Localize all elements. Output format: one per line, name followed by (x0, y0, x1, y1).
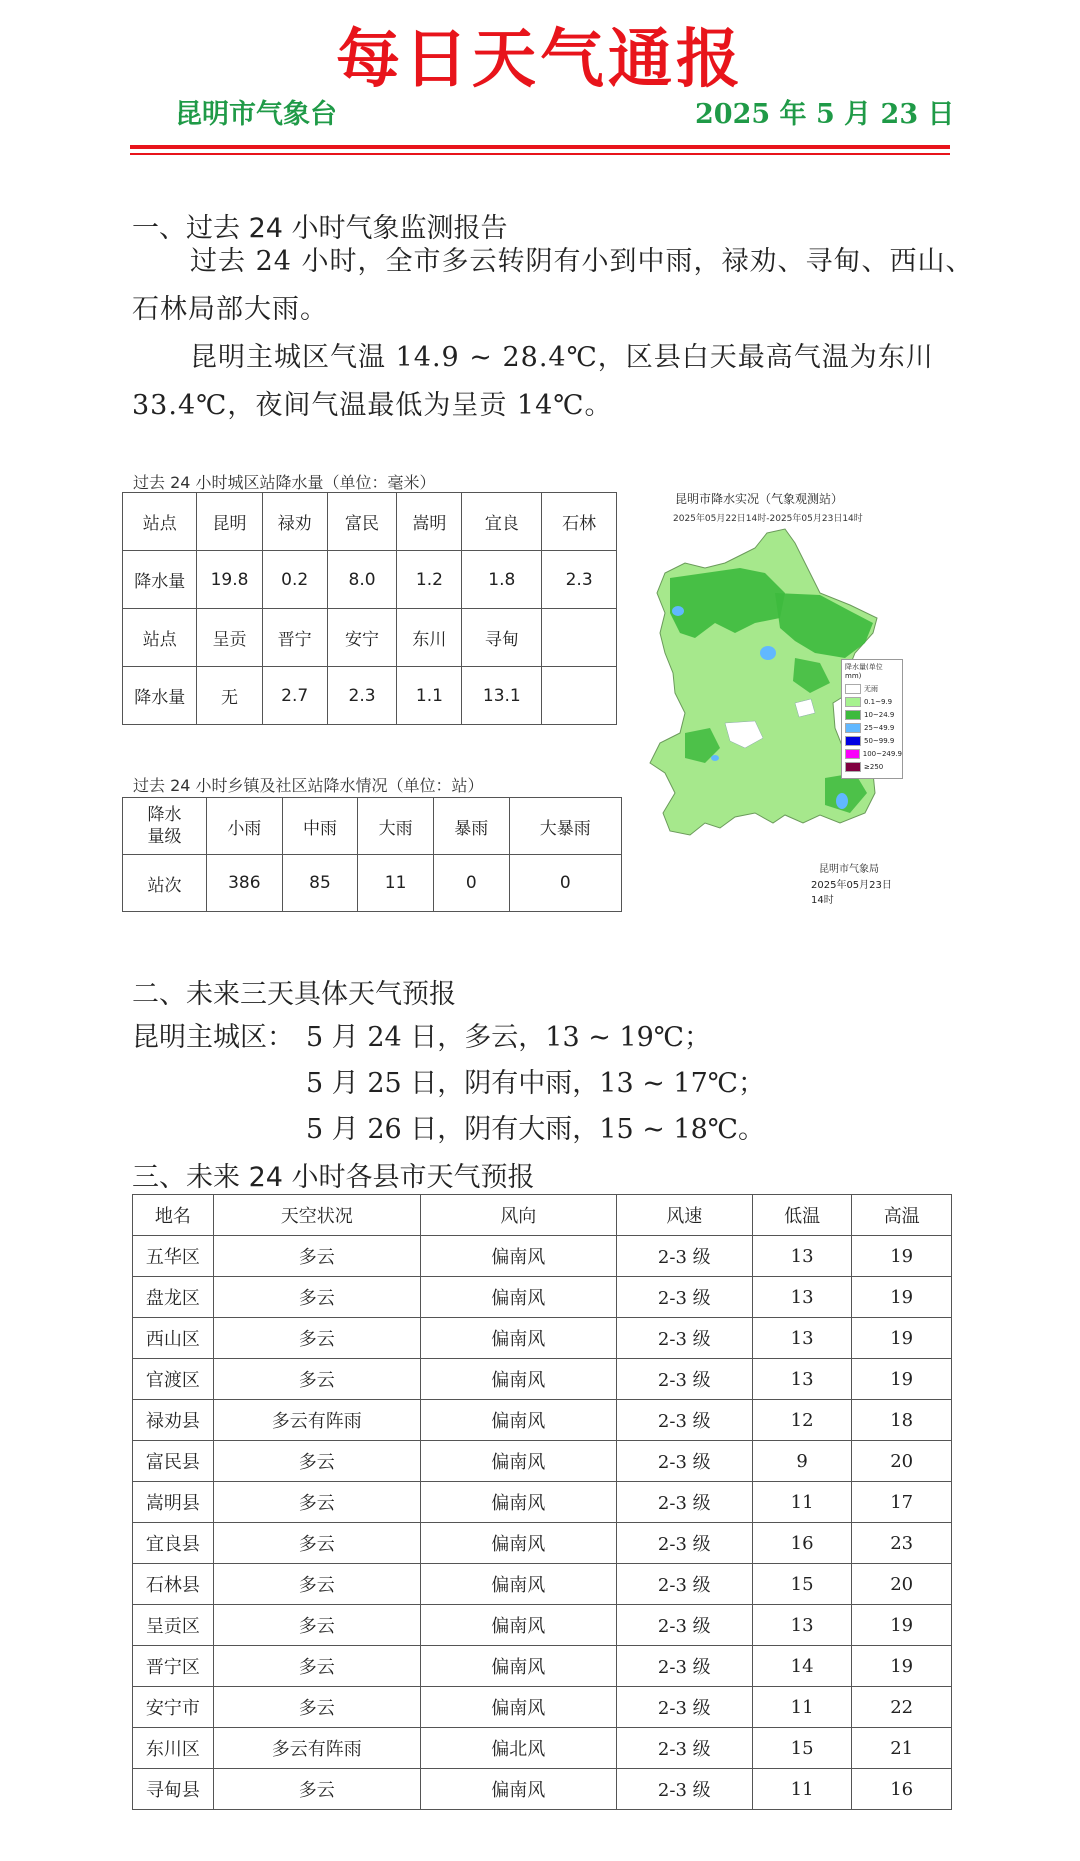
rain-cell: 无 (197, 667, 262, 725)
legend-item (842, 721, 902, 734)
sky-condition: 多云有阵雨 (213, 1728, 420, 1769)
town-row-value: 11 (358, 855, 434, 912)
legend-label: 100~249.9 (862, 749, 902, 758)
table-row (133, 1646, 952, 1687)
county-name: 东川区 (133, 1728, 214, 1769)
town-row-value: 386 (207, 855, 283, 912)
wind-direction: 偏北风 (420, 1728, 616, 1769)
rain-cell: 8.0 (327, 551, 397, 609)
sky-condition: 多云 (213, 1441, 420, 1482)
sky-condition: 多云 (213, 1482, 420, 1523)
high-temp: 16 (852, 1769, 952, 1810)
forecast-header-cell: 高温 (852, 1195, 952, 1236)
table-row (133, 1728, 952, 1769)
rain-cell: 0.2 (262, 551, 327, 609)
sky-condition: 多云 (213, 1523, 420, 1564)
town-header-cell: 大暴雨 (509, 798, 621, 855)
map-footer-org: 昆明市气象局 (819, 864, 879, 875)
forecast-line: 5 月 24 日，多云，13 ~ 19℃； (306, 1022, 711, 1053)
rain-row-label: 降水量 (123, 667, 197, 725)
town-header-cell: 暴雨 (433, 798, 509, 855)
county-name: 五华区 (133, 1236, 214, 1277)
town-table (122, 797, 622, 912)
wind-speed: 2-3 级 (616, 1482, 752, 1523)
low-temp: 13 (752, 1359, 852, 1400)
forecast-header-cell: 低温 (752, 1195, 852, 1236)
table-row (133, 1523, 952, 1564)
county-name: 呈贡区 (133, 1605, 214, 1646)
rain-cell: 宜良 (462, 493, 542, 551)
issuing-office: 昆明市气象台 (175, 99, 337, 130)
wind-direction: 偏南风 (420, 1523, 616, 1564)
town-row-value: 0 (509, 855, 621, 912)
county-name: 石林县 (133, 1564, 214, 1605)
sky-condition: 多云 (213, 1359, 420, 1400)
county-name: 寻甸县 (133, 1769, 214, 1810)
table-row (133, 1277, 952, 1318)
county-name: 富民县 (133, 1441, 214, 1482)
forecast-prefix: 昆明主城区： (132, 1022, 294, 1053)
legend-label: ≥250 (864, 762, 884, 771)
county-name: 安宁市 (133, 1687, 214, 1728)
sky-condition: 多云有阵雨 (213, 1400, 420, 1441)
town-header-cell: 中雨 (282, 798, 358, 855)
low-temp: 14 (752, 1646, 852, 1687)
legend-swatch (845, 736, 861, 746)
table-row (133, 1605, 952, 1646)
rain-cell: 13.1 (462, 667, 542, 725)
sky-condition: 多云 (213, 1646, 420, 1687)
county-name: 官渡区 (133, 1359, 214, 1400)
table-row (133, 1482, 952, 1523)
section2-heading: 二、未来三天具体天气预报 (132, 979, 456, 1010)
rain-row-label: 降水量 (123, 551, 197, 609)
table-row (133, 1318, 952, 1359)
low-temp: 15 (752, 1564, 852, 1605)
rain-cell: 东川 (397, 609, 462, 667)
rain-cell: 安宁 (327, 609, 397, 667)
report-date: 2025 年 5 月 23 日 (695, 99, 955, 130)
town-header-cell: 小雨 (207, 798, 283, 855)
wind-speed: 2-3 级 (616, 1400, 752, 1441)
table-row (133, 1769, 952, 1810)
table-row (133, 1564, 952, 1605)
rain-table-row (123, 493, 617, 551)
wind-direction: 偏南风 (420, 1482, 616, 1523)
low-temp: 13 (752, 1318, 852, 1359)
low-temp: 13 (752, 1277, 852, 1318)
wind-speed: 2-3 级 (616, 1236, 752, 1277)
wind-direction: 偏南风 (420, 1441, 616, 1482)
rain-cell: 2.7 (262, 667, 327, 725)
town-header-cell: 大雨 (358, 798, 434, 855)
table-row (133, 1400, 952, 1441)
map-footer-time: 2025年05月23日 14时 (811, 880, 892, 906)
forecast-header-cell: 天空状况 (213, 1195, 420, 1236)
wind-speed: 2-3 级 (616, 1359, 752, 1400)
section1-para2-line2: 33.4℃，夜间气温最低为呈贡 14℃。 (132, 390, 613, 421)
section1-para1-line1: 过去 24 小时，全市多云转阴有小到中雨，禄劝、寻甸、西山、 (190, 246, 974, 277)
wind-direction: 偏南风 (420, 1236, 616, 1277)
table-row (133, 1687, 952, 1728)
section1-para1-line2: 石林局部大雨。 (132, 294, 328, 325)
wind-direction: 偏南风 (420, 1646, 616, 1687)
wind-speed: 2-3 级 (616, 1277, 752, 1318)
sky-condition: 多云 (213, 1769, 420, 1810)
wind-direction: 偏南风 (420, 1318, 616, 1359)
precipitation-map (645, 487, 905, 906)
legend-item (842, 682, 902, 695)
low-temp: 13 (752, 1236, 852, 1277)
wind-speed: 2-3 级 (616, 1646, 752, 1687)
rain-table-row (123, 609, 617, 667)
town-row-label: 站次 (123, 855, 207, 912)
wind-direction: 偏南风 (420, 1400, 616, 1441)
high-temp: 19 (852, 1318, 952, 1359)
table-row (133, 1359, 952, 1400)
wind-direction: 偏南风 (420, 1277, 616, 1318)
header-rule-thick (130, 145, 950, 149)
rain-cell: 石林 (542, 493, 617, 551)
wind-direction: 偏南风 (420, 1359, 616, 1400)
legend-item (842, 747, 902, 760)
table-row (133, 1441, 952, 1482)
high-temp: 21 (852, 1728, 952, 1769)
map-legend-title: 降水量(单位mm) (845, 663, 883, 680)
rain-cell: 呈贡 (197, 609, 262, 667)
county-name: 晋宁区 (133, 1646, 214, 1687)
wind-speed: 2-3 级 (616, 1728, 752, 1769)
legend-item (842, 760, 902, 773)
rain-cell: 昆明 (197, 493, 262, 551)
high-temp: 20 (852, 1564, 952, 1605)
county-forecast-table (132, 1194, 952, 1810)
wind-direction: 偏南风 (420, 1564, 616, 1605)
legend-item (842, 695, 902, 708)
county-name: 盘龙区 (133, 1277, 214, 1318)
rain-cell: 1.1 (397, 667, 462, 725)
forecast-header-row (133, 1195, 952, 1236)
high-temp: 23 (852, 1523, 952, 1564)
rain-row-label: 站点 (123, 609, 197, 667)
town-row-value: 85 (282, 855, 358, 912)
rain-table-row (123, 667, 617, 725)
high-temp: 20 (852, 1441, 952, 1482)
section1-heading: 一、过去 24 小时气象监测报告 (132, 213, 508, 244)
rain-cell: 2.3 (327, 667, 397, 725)
map-subtitle: 2025年05月22日14时-2025年05月23日14时 (673, 514, 863, 524)
wind-direction: 偏南风 (420, 1687, 616, 1728)
legend-swatch (845, 710, 861, 720)
town-header-level-line1: 降水 (147, 805, 182, 825)
rain-cell: 2.3 (542, 551, 617, 609)
report-title: 每日天气通报 (336, 23, 744, 97)
low-temp: 12 (752, 1400, 852, 1441)
high-temp: 19 (852, 1605, 952, 1646)
rain-cell: 富民 (327, 493, 397, 551)
county-name: 禄劝县 (133, 1400, 214, 1441)
low-temp: 11 (752, 1482, 852, 1523)
rain-cell: 晋宁 (262, 609, 327, 667)
low-temp: 11 (752, 1687, 852, 1728)
section1-para2-line1: 昆明主城区气温 14.9 ~ 28.4℃，区县白天最高气温为东川 (190, 342, 934, 373)
county-name: 嵩明县 (133, 1482, 214, 1523)
legend-label: 0.1~9.9 (864, 697, 893, 706)
wind-speed: 2-3 级 (616, 1523, 752, 1564)
low-temp: 13 (752, 1605, 852, 1646)
rain-cell: 寻甸 (462, 609, 542, 667)
legend-label: 10~24.9 (864, 710, 895, 719)
sky-condition: 多云 (213, 1687, 420, 1728)
rain-cell: 19.8 (197, 551, 262, 609)
wind-direction: 偏南风 (420, 1769, 616, 1810)
forecast-header-cell: 风向 (420, 1195, 616, 1236)
rain-cell (542, 609, 617, 667)
county-name: 宜良县 (133, 1523, 214, 1564)
high-temp: 19 (852, 1236, 952, 1277)
town-table-caption: 过去 24 小时乡镇及社区站降水情况（单位：站） (133, 776, 484, 795)
legend-item (842, 734, 902, 747)
wind-direction: 偏南风 (420, 1605, 616, 1646)
legend-item (842, 708, 902, 721)
town-header-level-line2: 量级 (147, 827, 182, 847)
sky-condition: 多云 (213, 1277, 420, 1318)
wind-speed: 2-3 级 (616, 1605, 752, 1646)
low-temp: 11 (752, 1769, 852, 1810)
high-temp: 19 (852, 1359, 952, 1400)
wind-speed: 2-3 级 (616, 1687, 752, 1728)
map-title: 昆明市降水实况（气象观测站） (675, 492, 844, 506)
forecast-line: 5 月 26 日，阴有大雨，15 ~ 18℃。 (306, 1114, 765, 1145)
sky-condition: 多云 (213, 1318, 420, 1359)
low-temp: 9 (752, 1441, 852, 1482)
rain-cell (542, 667, 617, 725)
table-row (133, 1236, 952, 1277)
rain-cell: 嵩明 (397, 493, 462, 551)
low-temp: 16 (752, 1523, 852, 1564)
map-legend (841, 659, 903, 779)
legend-label: 50~99.9 (864, 736, 895, 745)
legend-label: 25~49.9 (864, 723, 895, 732)
high-temp: 18 (852, 1400, 952, 1441)
wind-speed: 2-3 级 (616, 1441, 752, 1482)
forecast-line: 5 月 25 日，阴有中雨，13 ~ 17℃； (306, 1068, 765, 1099)
rain-row-label: 站点 (123, 493, 197, 551)
county-name: 西山区 (133, 1318, 214, 1359)
wind-speed: 2-3 级 (616, 1318, 752, 1359)
wind-speed: 2-3 级 (616, 1564, 752, 1605)
legend-swatch (845, 723, 861, 733)
rain-cell: 1.2 (397, 551, 462, 609)
rain-table (122, 492, 617, 725)
header-rule-thin (130, 153, 950, 155)
rain-cell: 1.8 (462, 551, 542, 609)
town-row-value: 0 (433, 855, 509, 912)
high-temp: 22 (852, 1687, 952, 1728)
forecast-header-cell: 地名 (133, 1195, 214, 1236)
legend-swatch (845, 762, 861, 772)
wind-speed: 2-3 级 (616, 1769, 752, 1810)
map-legend-items (842, 682, 902, 773)
legend-label: 无雨 (864, 684, 878, 693)
high-temp: 19 (852, 1277, 952, 1318)
rain-table-row (123, 551, 617, 609)
rain-table-caption: 过去 24 小时城区站降水量（单位：毫米） (133, 473, 436, 492)
sky-condition: 多云 (213, 1605, 420, 1646)
low-temp: 15 (752, 1728, 852, 1769)
section3-heading: 三、未来 24 小时各县市天气预报 (132, 1162, 535, 1193)
sky-condition: 多云 (213, 1236, 420, 1277)
high-temp: 19 (852, 1646, 952, 1687)
town-header-level (123, 798, 207, 855)
sky-condition: 多云 (213, 1564, 420, 1605)
forecast-header-cell: 风速 (616, 1195, 752, 1236)
high-temp: 17 (852, 1482, 952, 1523)
legend-swatch (845, 684, 861, 694)
legend-swatch (845, 749, 860, 759)
legend-swatch (845, 697, 861, 707)
rain-cell: 禄劝 (262, 493, 327, 551)
